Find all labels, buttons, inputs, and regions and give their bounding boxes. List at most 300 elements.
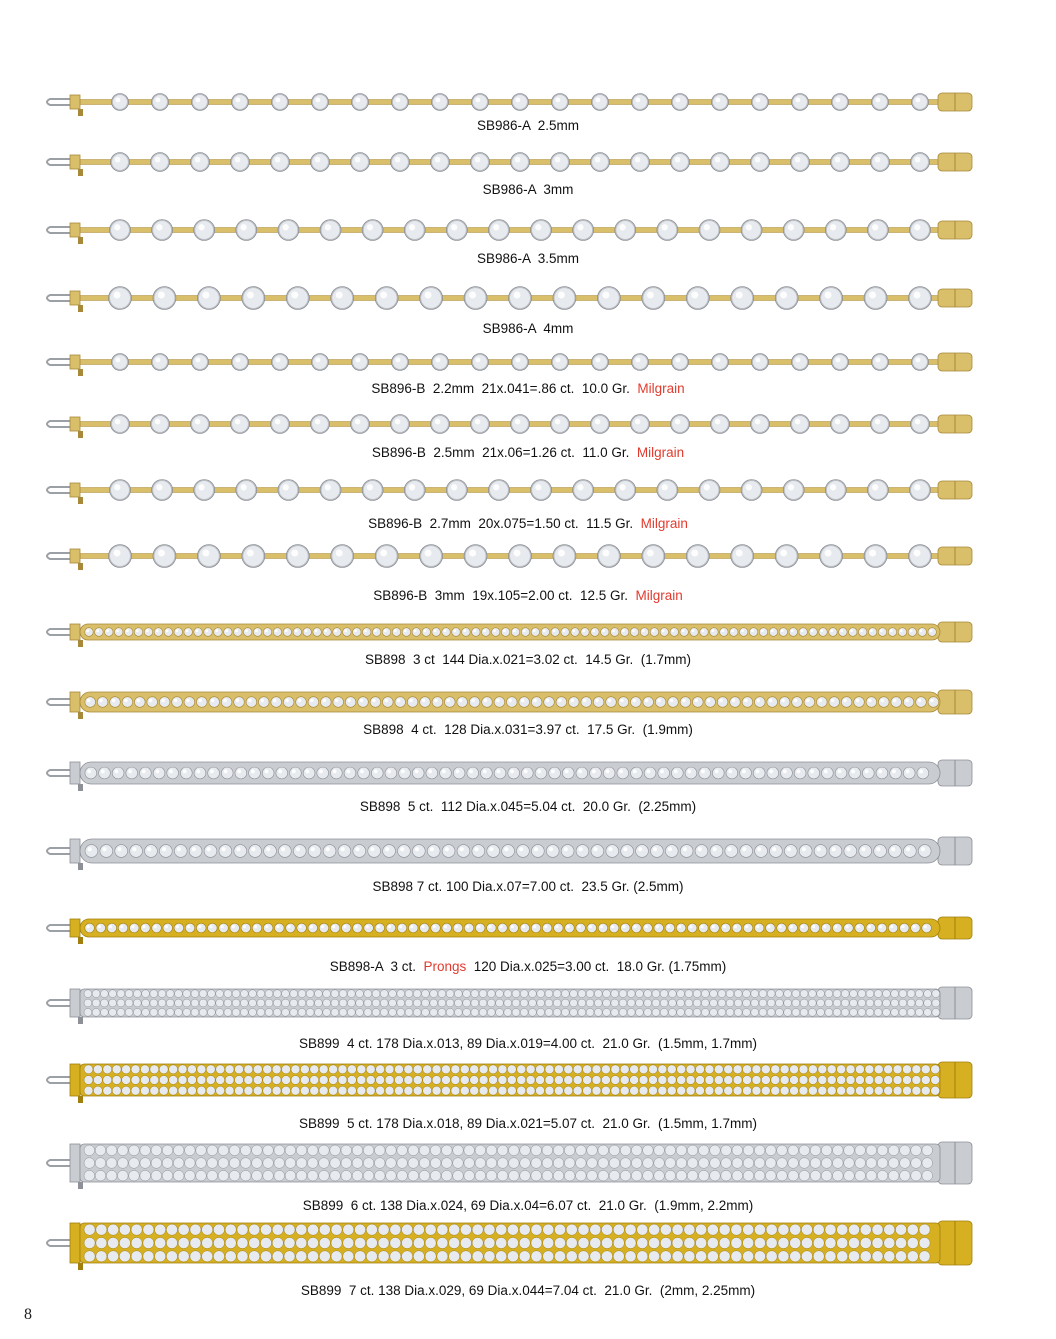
diamond: [713, 95, 727, 109]
safety-latch: [78, 431, 83, 438]
clasp-box-left: [70, 839, 80, 863]
diamond: [630, 628, 639, 637]
diamond: [371, 767, 383, 779]
diamond: [858, 990, 866, 998]
diamond: [529, 999, 537, 1007]
diamond: [541, 628, 550, 637]
diamond: [799, 1158, 810, 1169]
diamond: [554, 288, 574, 308]
diamond: [891, 990, 899, 998]
diamond: [131, 1251, 142, 1262]
clasp-box-left: [70, 989, 80, 1017]
diamond: [442, 923, 452, 933]
diamond: [643, 1170, 654, 1181]
caption-spec: SB896-B 3mm 19x.105=2.00 ct. 12.5 Gr.: [373, 588, 636, 603]
clasp-box-left: [70, 483, 80, 497]
diamond: [487, 990, 495, 998]
diamond: [792, 990, 800, 998]
diamond: [263, 628, 272, 637]
diamond: [225, 1086, 234, 1095]
diamond: [561, 990, 569, 998]
diamond: [196, 1170, 207, 1181]
diamond: [767, 767, 779, 779]
diamond: [686, 1065, 695, 1074]
caption-spec: SB986-A 3mm: [482, 182, 574, 197]
diamond: [594, 990, 602, 998]
diamond: [84, 1237, 95, 1248]
diamond: [308, 845, 321, 858]
diamond: [472, 845, 485, 858]
diamond: [323, 845, 336, 858]
diamond: [593, 697, 604, 708]
diamond: [496, 990, 504, 998]
diamond: [520, 923, 530, 933]
diamond: [140, 1170, 151, 1181]
diamond: [832, 154, 848, 170]
diamond: [119, 1237, 130, 1248]
diamond: [366, 1251, 377, 1262]
diamond: [766, 923, 776, 933]
diamond: [784, 1008, 792, 1016]
diamond: [639, 1076, 648, 1085]
diamond: [507, 1086, 516, 1095]
diamond: [874, 990, 882, 998]
diamond: [229, 1170, 240, 1181]
diamond: [932, 990, 940, 998]
diamond: [928, 628, 937, 637]
diamond: [627, 1008, 635, 1016]
diamond: [700, 628, 709, 637]
diamond: [147, 697, 158, 708]
diamond: [553, 1158, 564, 1169]
diamond: [676, 1170, 687, 1181]
diamond: [366, 1237, 377, 1248]
diamond: [143, 1237, 154, 1248]
diamond: [693, 990, 701, 998]
diamond: [166, 1224, 177, 1235]
diamond: [296, 1170, 307, 1181]
diamond: [833, 999, 841, 1007]
diamond: [650, 845, 663, 858]
diamond: [306, 1008, 314, 1016]
diamond: [202, 1237, 213, 1248]
diamond: [284, 1237, 295, 1248]
diamond: [421, 288, 441, 308]
diamond: [844, 845, 857, 858]
diamond: [718, 999, 726, 1007]
diamond: [397, 1145, 408, 1156]
diamond: [430, 1008, 438, 1016]
diamond: [229, 1145, 240, 1156]
diamond: [536, 1076, 545, 1085]
diamond: [377, 288, 397, 308]
diamond: [378, 1251, 389, 1262]
diamond: [590, 1237, 601, 1248]
diamond: [924, 999, 932, 1007]
diamond: [437, 1224, 448, 1235]
diamond: [498, 1086, 507, 1095]
diamond: [743, 1008, 751, 1016]
diamond: [319, 1076, 328, 1085]
diamond: [732, 1170, 743, 1181]
diamond: [561, 999, 569, 1007]
diamond: [457, 845, 470, 858]
diamond: [921, 1076, 930, 1085]
diamond: [720, 628, 729, 637]
diamond: [95, 1158, 106, 1169]
diamond: [408, 923, 418, 933]
diamond: [366, 1076, 375, 1085]
diamond: [109, 1008, 117, 1016]
diamond: [731, 1224, 742, 1235]
diamond: [554, 923, 564, 933]
diamond: [784, 845, 797, 858]
diamond: [390, 1224, 401, 1235]
clasp-box-left: [70, 1144, 80, 1182]
diamond: [272, 1224, 283, 1235]
diamond: [442, 845, 455, 858]
diamond: [95, 1170, 106, 1181]
diamond: [209, 697, 220, 708]
diamond: [644, 999, 652, 1007]
diamond: [705, 1086, 714, 1095]
diamond: [545, 1008, 553, 1016]
diamond: [732, 1158, 743, 1169]
diamond: [358, 767, 370, 779]
diamond: [766, 1224, 777, 1235]
diamond: [590, 767, 602, 779]
diamond: [190, 1237, 201, 1248]
diamond: [185, 923, 195, 933]
diamond: [520, 1008, 528, 1016]
diamond: [376, 1086, 385, 1095]
diamond: [673, 95, 687, 109]
diamond: [453, 1158, 464, 1169]
diamond: [821, 288, 841, 308]
diamond: [122, 697, 133, 708]
diamond: [733, 1076, 742, 1085]
diamond: [660, 1008, 668, 1016]
diamond: [151, 1158, 162, 1169]
diamond: [603, 767, 615, 779]
diamond: [917, 767, 929, 779]
diamond: [921, 1065, 930, 1074]
diamond: [564, 1170, 575, 1181]
diamond: [726, 1008, 734, 1016]
diamond: [218, 1170, 229, 1181]
diamond: [366, 1224, 377, 1235]
diamond: [705, 1076, 714, 1085]
diamond: [432, 1076, 441, 1085]
diamond: [235, 767, 247, 779]
diamond: [801, 1251, 812, 1262]
diamond: [792, 999, 800, 1007]
diamond: [314, 990, 322, 998]
diamond: [419, 1170, 430, 1181]
diamond: [234, 697, 245, 708]
diamond: [453, 923, 463, 933]
diamond: [883, 999, 891, 1007]
diamond: [731, 1251, 742, 1262]
diamond: [654, 1158, 665, 1169]
diamond: [884, 1086, 893, 1095]
diamond: [636, 990, 644, 998]
diamond: [413, 1076, 422, 1085]
diamond: [578, 999, 586, 1007]
diamond: [347, 1086, 356, 1095]
diamond: [291, 1065, 300, 1074]
diamond: [84, 1158, 95, 1169]
diamond: [343, 1237, 354, 1248]
diamond: [883, 990, 891, 998]
diamond: [413, 1224, 424, 1235]
diamond: [166, 1237, 177, 1248]
diamond: [587, 1158, 598, 1169]
diamond: [462, 628, 471, 637]
diamond: [710, 923, 720, 933]
diamond: [185, 1145, 196, 1156]
diamond: [872, 1224, 883, 1235]
diamond: [84, 990, 92, 998]
diamond: [660, 999, 668, 1007]
diamond: [603, 1008, 611, 1016]
bracelet-image-12: [40, 835, 980, 873]
diamond: [397, 990, 405, 998]
diamond: [630, 1065, 639, 1074]
diamond: [183, 990, 191, 998]
diamond: [619, 999, 627, 1007]
diamond: [129, 1158, 140, 1169]
diamond: [698, 1145, 709, 1156]
diamond: [481, 767, 493, 779]
diamond: [574, 481, 592, 499]
diamond: [535, 767, 547, 779]
diamond: [808, 999, 816, 1007]
diamond: [357, 1065, 366, 1074]
diamond: [676, 1158, 687, 1169]
diamond: [482, 697, 493, 708]
diamond: [613, 1237, 624, 1248]
diamond: [526, 1065, 535, 1074]
diamond: [611, 1008, 619, 1016]
diamond: [279, 481, 297, 499]
diamond: [442, 1086, 451, 1095]
diamond: [771, 1076, 780, 1085]
diamond: [761, 1086, 770, 1095]
diamond: [273, 95, 287, 109]
diamond: [571, 628, 580, 637]
diamond: [620, 1158, 631, 1169]
diamond: [208, 923, 218, 933]
diamond: [178, 1224, 189, 1235]
diamond: [152, 154, 168, 170]
diamond: [583, 1065, 592, 1074]
diamond: [131, 1076, 140, 1085]
diamond: [353, 95, 367, 109]
diamond: [844, 923, 854, 933]
diamond: [331, 1224, 342, 1235]
diamond: [804, 697, 815, 708]
diamond: [814, 845, 827, 858]
diamond: [338, 1065, 347, 1074]
diamond: [671, 767, 683, 779]
diamond: [532, 481, 550, 499]
diamond: [498, 923, 508, 933]
diamond: [283, 628, 292, 637]
diamond: [876, 767, 888, 779]
diamond: [133, 1008, 141, 1016]
diamond: [919, 1224, 930, 1235]
diamond: [496, 1251, 507, 1262]
diamond: [714, 1076, 723, 1085]
diamond: [430, 1145, 441, 1156]
diamond: [520, 999, 528, 1007]
diamond: [665, 1158, 676, 1169]
clasp-box-left: [70, 95, 80, 109]
diamond: [837, 1237, 848, 1248]
clasp-box-left: [70, 762, 80, 784]
diamond: [833, 1145, 844, 1156]
diamond: [592, 1076, 601, 1085]
diamond: [526, 1076, 535, 1085]
diamond: [685, 1008, 693, 1016]
diamond: [162, 1145, 173, 1156]
diamond: [740, 845, 753, 858]
diamond: [732, 288, 752, 308]
diamond: [197, 1086, 206, 1095]
diamond: [506, 697, 517, 708]
product-caption-10: [0, 722, 1056, 737]
diamond: [620, 1086, 629, 1095]
diamond: [263, 1170, 274, 1181]
diamond: [846, 1065, 855, 1074]
diamond: [158, 1008, 166, 1016]
diamond: [183, 1008, 191, 1016]
diamond: [594, 999, 602, 1007]
diamond: [172, 697, 183, 708]
diamond: [743, 999, 751, 1007]
diamond: [754, 1224, 765, 1235]
diamond: [724, 1076, 733, 1085]
diamond: [625, 1251, 636, 1262]
diamond: [833, 1170, 844, 1181]
diamond: [616, 221, 634, 239]
diamond: [185, 1158, 196, 1169]
diamond: [110, 288, 130, 308]
diamond: [658, 1086, 667, 1095]
diamond: [743, 923, 753, 933]
diamond: [531, 1145, 542, 1156]
diamond: [848, 1237, 859, 1248]
diamond: [296, 1251, 307, 1262]
diamond: [636, 999, 644, 1007]
diamond: [554, 1224, 565, 1235]
diamond: [770, 845, 783, 858]
diamond: [430, 1170, 441, 1181]
diamond: [271, 697, 282, 708]
diamond: [788, 1170, 799, 1181]
diamond: [296, 1237, 307, 1248]
diamond: [282, 1076, 291, 1085]
diamond: [112, 154, 128, 170]
diamond: [576, 1145, 587, 1156]
diamond: [467, 767, 479, 779]
diamond: [743, 1145, 754, 1156]
diamond: [173, 1158, 184, 1169]
diamond: [754, 1237, 765, 1248]
diamond: [912, 1065, 921, 1074]
diamond: [397, 923, 407, 933]
diamond: [308, 923, 318, 933]
diamond: [648, 1224, 659, 1235]
diamond: [620, 1076, 629, 1085]
diamond: [134, 628, 143, 637]
diamond: [107, 923, 117, 933]
diamond: [601, 1065, 610, 1074]
diamond: [531, 1251, 542, 1262]
diamond: [194, 628, 203, 637]
diamond: [84, 1076, 93, 1085]
diamond: [696, 1086, 705, 1095]
diamond: [825, 1251, 836, 1262]
diamond: [151, 1145, 162, 1156]
diamond: [891, 697, 902, 708]
diamond: [898, 628, 907, 637]
diamond: [808, 767, 820, 779]
diamond: [601, 1237, 612, 1248]
product-caption-13: [0, 959, 1056, 974]
diamond: [504, 990, 512, 998]
diamond: [347, 1065, 356, 1074]
diamond: [105, 628, 114, 637]
clasp-box-left: [70, 223, 80, 237]
diamond: [554, 546, 574, 566]
diamond: [912, 1086, 921, 1095]
diamond: [855, 1086, 864, 1095]
bracelet-image-5: [40, 342, 980, 382]
diamond: [202, 1224, 213, 1235]
bracelet-image-4: [40, 278, 980, 318]
diamond: [825, 990, 833, 998]
diamond: [833, 355, 847, 369]
diamond: [154, 546, 174, 566]
diamond: [907, 1224, 918, 1235]
diamond: [878, 697, 889, 708]
diamond: [578, 1008, 586, 1016]
diamond: [862, 767, 874, 779]
diamond: [810, 1145, 821, 1156]
diamond: [542, 1170, 553, 1181]
diamond: [197, 1065, 206, 1074]
diamond: [765, 1145, 776, 1156]
diamond: [174, 923, 184, 933]
diamond: [833, 990, 841, 998]
diamond: [719, 1224, 730, 1235]
diamond: [96, 923, 106, 933]
diamond: [686, 1076, 695, 1085]
diamond: [430, 999, 438, 1007]
diamond: [552, 416, 568, 432]
diamond: [232, 990, 240, 998]
diamond: [705, 697, 716, 708]
diamond: [452, 628, 461, 637]
diamond: [899, 923, 909, 933]
diamond: [531, 1170, 542, 1181]
diamond: [233, 355, 247, 369]
diamond: [202, 1251, 213, 1262]
diamond: [866, 1008, 874, 1016]
diamond: [460, 1237, 471, 1248]
